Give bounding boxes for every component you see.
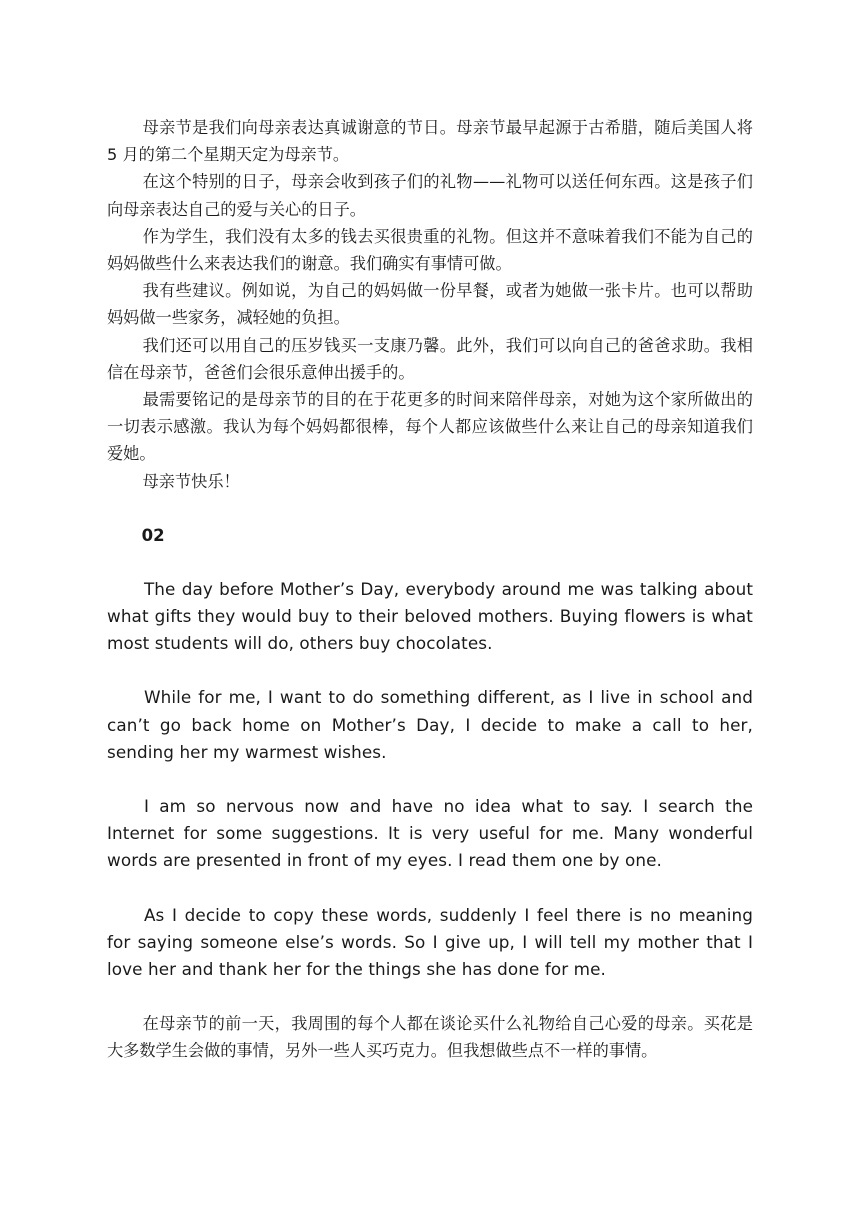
english-paragraph-2: While for me, I want to do something different, as I live in school and can’t go back home on Mother’s Day, I decide to make a call to her, sending her my warmest wishes. — [107, 687, 753, 762]
chinese-paragraph-6: 最需要铭记的是母亲节的目的在于花更多的时间来陪伴母亲，对她为这个家所做出的一切表示感激。我认为每个妈妈都很棒，每个人都应该做些什么来让自己的母亲知道我们爱她。 — [107, 390, 753, 464]
chinese-paragraph-5: 我们还可以用自己的压岁钱买一支康乃馨。此外，我们可以向自己的爸爸求助。我相信在母亲节，爸爸们会很乐意伸出援手的。 — [107, 335, 753, 382]
spacer — [107, 657, 753, 684]
chinese-paragraph-3: 作为学生，我们没有太多的钱去买很贵重的礼物。但这并不意味着我们不能为自己的妈妈做些什么来表达我们的谢意。我们确实有事情可做。 — [107, 226, 753, 274]
translation-paragraph-1: 在母亲节的前一天，我周围的每个人都在谈论买什么礼物给自己心爱的母亲。买花是大多数学生会做的事情，另外一些人买巧克力。但我想做些点不一样的事情。 — [107, 1014, 753, 1061]
spacer — [107, 875, 753, 902]
english-paragraph-3: I am so nervous now and have no idea what to say. I search the Internet for some suggestions. It is very useful for me. Many wonderful words are presented in front of my eyes. I read them one by one. — [107, 796, 753, 871]
chinese-paragraph-4: 我有些建议。例如说，为自己的妈妈做一份早餐，或者为她做一张卡片。也可以帮助妈妈做一些家务，减轻她的负担。 — [107, 281, 753, 328]
english-paragraph-1: The day before Mother’s Day, everybody around me was talking about what gifts they would buy to their beloved mothers. Buying flowers is what most students will do, others buy chocolates. — [107, 578, 753, 654]
document-page — [107, 114, 753, 1065]
spacer — [107, 495, 753, 522]
spacer — [107, 549, 753, 576]
section-number: 02 — [141, 525, 165, 545]
chinese-paragraph-1: 母亲节是我们向母亲表达真诚谢意的节日。母亲节最早起源于古希腊，随后美国人将 5 月的第二个星期天定为母亲节。 — [107, 118, 753, 165]
chinese-paragraph-7: 母亲节快乐！ — [142, 471, 240, 491]
chinese-paragraph-2: 在这个特别的日子，母亲会收到孩子们的礼物——礼物可以送任何东西。这是孩子们向母亲表达自己的爱与关心的日子。 — [107, 172, 753, 219]
english-paragraph-4: As I decide to copy these words, suddenly I feel there is no meaning for saying someone else’s words. So I give up, I will tell my mother that I love her and thank her for the things she has done for me. — [107, 904, 753, 980]
spacer — [107, 766, 753, 793]
spacer — [107, 983, 753, 1010]
